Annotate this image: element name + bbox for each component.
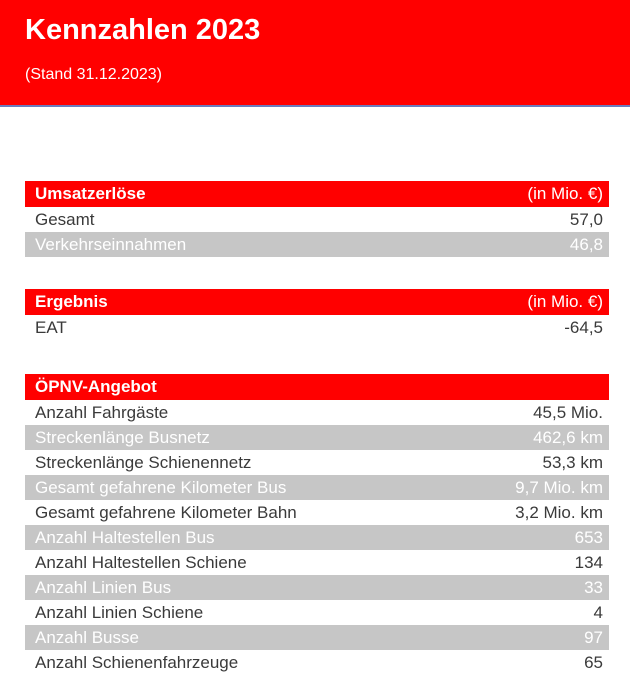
row-value: -64,5 — [564, 317, 603, 337]
service-table — [25, 374, 609, 675]
table-row — [25, 600, 609, 625]
row-value: 134 — [574, 552, 603, 572]
table-row — [25, 207, 609, 232]
row-label: Anzahl Linien Schiene — [35, 602, 204, 622]
revenue-table-unit: (in Mio. €) — [527, 184, 603, 203]
row-value: 45,5 Mio. — [533, 402, 603, 422]
result-table-header — [25, 289, 609, 315]
row-value: 53,3 km — [542, 452, 603, 472]
row-label: Streckenlänge Schienennetz — [35, 452, 252, 472]
row-label: EAT — [35, 317, 67, 337]
row-value: 46,8 — [569, 234, 603, 254]
table-row — [25, 450, 609, 475]
table-row — [25, 625, 609, 650]
service-table-title: ÖPNV-Angebot — [35, 377, 157, 396]
row-value: 4 — [593, 602, 603, 622]
row-value: 33 — [584, 577, 603, 597]
page-header — [0, 0, 630, 107]
page-title: Kennzahlen 2023 — [25, 14, 261, 46]
row-value: 3,2 Mio. km — [515, 502, 603, 522]
result-table-unit: (in Mio. €) — [527, 292, 603, 311]
revenue-table — [25, 181, 609, 257]
row-value: 65 — [584, 652, 603, 672]
revenue-table-header — [25, 181, 609, 207]
table-row — [25, 425, 609, 450]
row-label: Gesamt gefahrene Kilometer Bahn — [35, 502, 297, 522]
row-label: Anzahl Schienenfahrzeuge — [35, 652, 239, 672]
table-row — [25, 550, 609, 575]
table-row — [25, 232, 609, 257]
table-row — [25, 500, 609, 525]
row-value: 57,0 — [569, 209, 603, 229]
page-subtitle: (Stand 31.12.2023) — [25, 66, 162, 83]
row-value: 653 — [574, 527, 603, 547]
row-label: Gesamt gefahrene Kilometer Bus — [35, 477, 287, 497]
row-value: 462,6 km — [533, 427, 603, 447]
result-table — [25, 289, 609, 340]
row-label: Anzahl Fahrgäste — [35, 402, 169, 422]
table-row — [25, 575, 609, 600]
row-label: Anzahl Haltestellen Schiene — [35, 552, 247, 572]
table-row — [25, 650, 609, 675]
service-table-header — [25, 374, 609, 400]
row-label: Streckenlänge Busnetz — [35, 427, 210, 447]
row-label: Verkehrseinnahmen — [35, 234, 187, 254]
row-label: Anzahl Busse — [35, 627, 139, 647]
table-row — [25, 400, 609, 425]
row-value: 97 — [584, 627, 603, 647]
row-label: Anzahl Haltestellen Bus — [35, 527, 215, 547]
table-row — [25, 475, 609, 500]
table-row — [25, 525, 609, 550]
row-label: Anzahl Linien Bus — [35, 577, 172, 597]
row-value: 9,7 Mio. km — [515, 477, 603, 497]
result-table-title: Ergebnis — [35, 292, 108, 311]
row-label: Gesamt — [35, 209, 95, 229]
table-row — [25, 315, 609, 340]
revenue-table-title: Umsatzerlöse — [35, 184, 146, 203]
